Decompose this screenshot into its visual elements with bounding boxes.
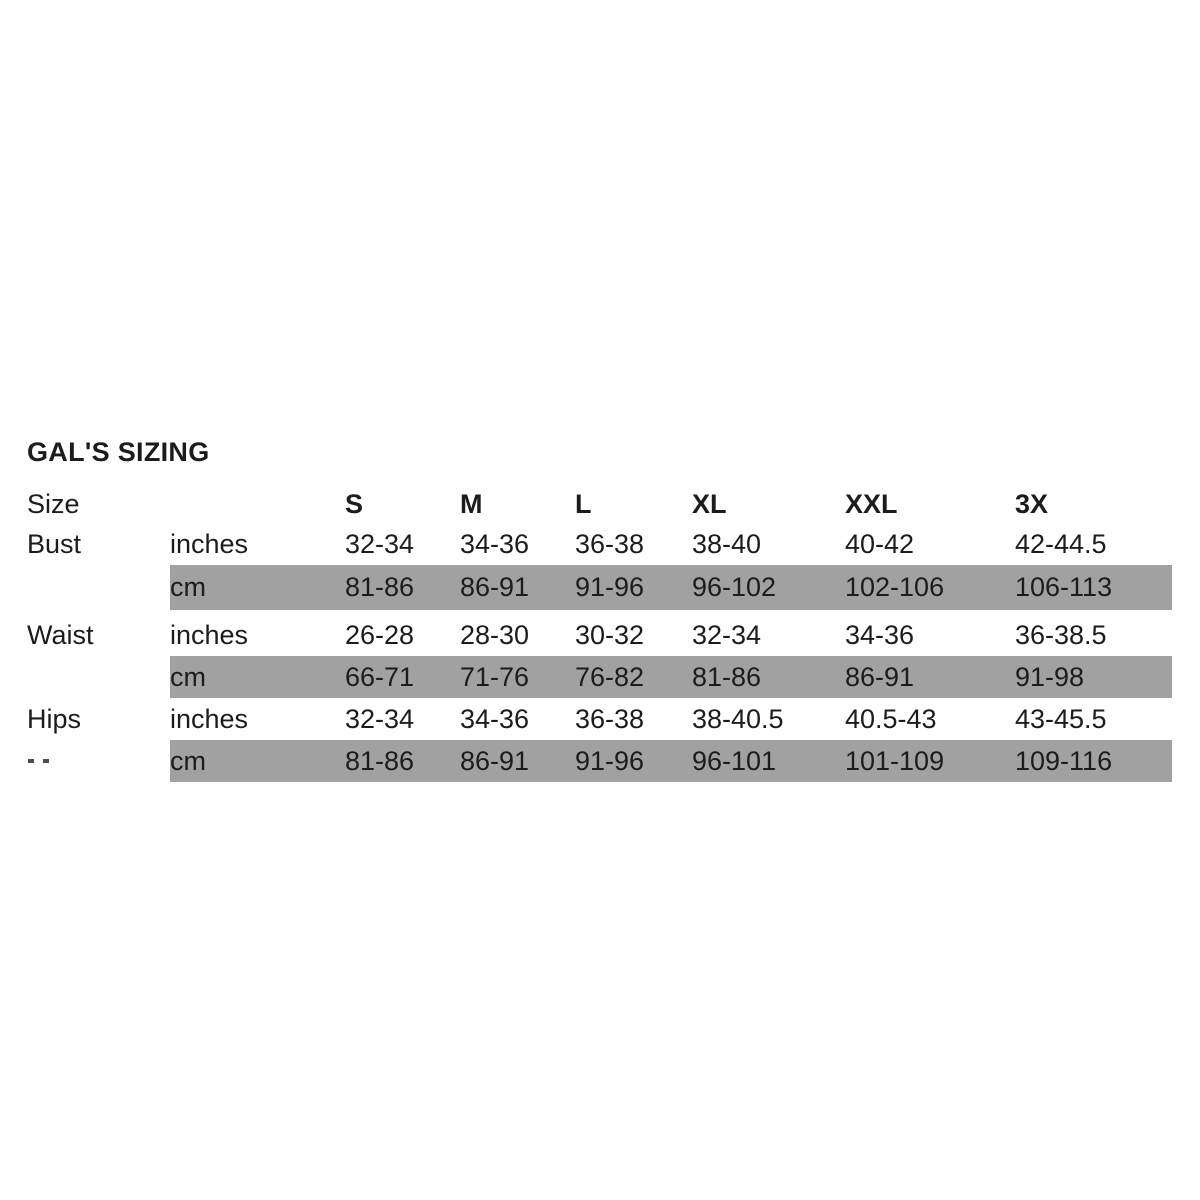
value-cell: 43-45.5: [1015, 704, 1107, 734]
value-cell: 102-106: [845, 565, 1015, 610]
empty-cell: [170, 478, 345, 525]
unit-label: cm: [170, 565, 345, 610]
row-label: Hips: [27, 704, 82, 734]
value-cell: 91-98: [1015, 656, 1172, 698]
hips-inches-row: [27, 698, 1172, 740]
waist-inches-row: [27, 610, 1172, 656]
value-cell: 34-36: [460, 704, 530, 734]
size-header-xxl: XXL: [845, 489, 898, 519]
value-cell: 101-109: [845, 740, 1015, 782]
value-cell: 40-42: [845, 529, 915, 559]
value-cell: 36-38: [575, 704, 645, 734]
value-cell: 81-86: [345, 565, 460, 610]
value-cell: 96-102: [692, 565, 845, 610]
size-header-3x: 3X: [1015, 489, 1049, 519]
waist-cm-row: [27, 656, 1172, 698]
value-cell: 91-96: [575, 565, 692, 610]
size-header-row: [27, 478, 1172, 525]
row-label: Waist: [27, 620, 94, 650]
value-cell: 76-82: [575, 656, 692, 698]
sizing-chart: [27, 437, 1172, 782]
bust-inches-row: [27, 525, 1172, 565]
empty-cell: [27, 656, 170, 698]
value-cell: 96-101: [692, 740, 845, 782]
value-cell: 26-28: [345, 620, 415, 650]
value-cell: 71-76: [460, 656, 575, 698]
size-header-xl: XL: [692, 489, 727, 519]
value-cell: 32-34: [345, 529, 415, 559]
unit-label: inches: [170, 620, 249, 650]
unit-label: inches: [170, 704, 249, 734]
size-header-l: L: [575, 489, 592, 519]
sizing-table: [27, 478, 1172, 782]
unit-label: cm: [170, 740, 345, 782]
value-cell: 34-36: [845, 620, 915, 650]
page-title: GAL'S SIZING: [27, 437, 210, 467]
unit-label: inches: [170, 529, 249, 559]
value-cell: 34-36: [460, 529, 530, 559]
value-cell: 86-91: [460, 565, 575, 610]
cropped-text-artifact: [28, 759, 34, 763]
hips-cm-row: [27, 740, 1172, 782]
value-cell: 109-116: [1015, 740, 1172, 782]
value-cell: 32-34: [345, 704, 415, 734]
unit-label: cm: [170, 656, 345, 698]
value-cell: 40.5-43: [845, 704, 937, 734]
value-cell: 32-34: [692, 620, 762, 650]
cropped-text-artifact: [43, 759, 49, 763]
value-cell: 38-40.5: [692, 704, 784, 734]
value-cell: 106-113: [1015, 565, 1172, 610]
value-cell: 38-40: [692, 529, 762, 559]
value-cell: 86-91: [845, 656, 1015, 698]
row-label: Bust: [27, 529, 82, 559]
size-header-s: S: [345, 489, 364, 519]
value-cell: 81-86: [692, 656, 845, 698]
value-cell: 28-30: [460, 620, 530, 650]
value-cell: 86-91: [460, 740, 575, 782]
bust-cm-row: [27, 565, 1172, 610]
value-cell: 36-38.5: [1015, 620, 1107, 650]
value-cell: 66-71: [345, 656, 460, 698]
size-header-m: M: [460, 489, 483, 519]
size-row-label: Size: [27, 489, 80, 519]
value-cell: 36-38: [575, 529, 645, 559]
value-cell: 91-96: [575, 740, 692, 782]
value-cell: 42-44.5: [1015, 529, 1107, 559]
empty-cell: [27, 565, 170, 610]
value-cell: 81-86: [345, 740, 460, 782]
value-cell: 30-32: [575, 620, 645, 650]
